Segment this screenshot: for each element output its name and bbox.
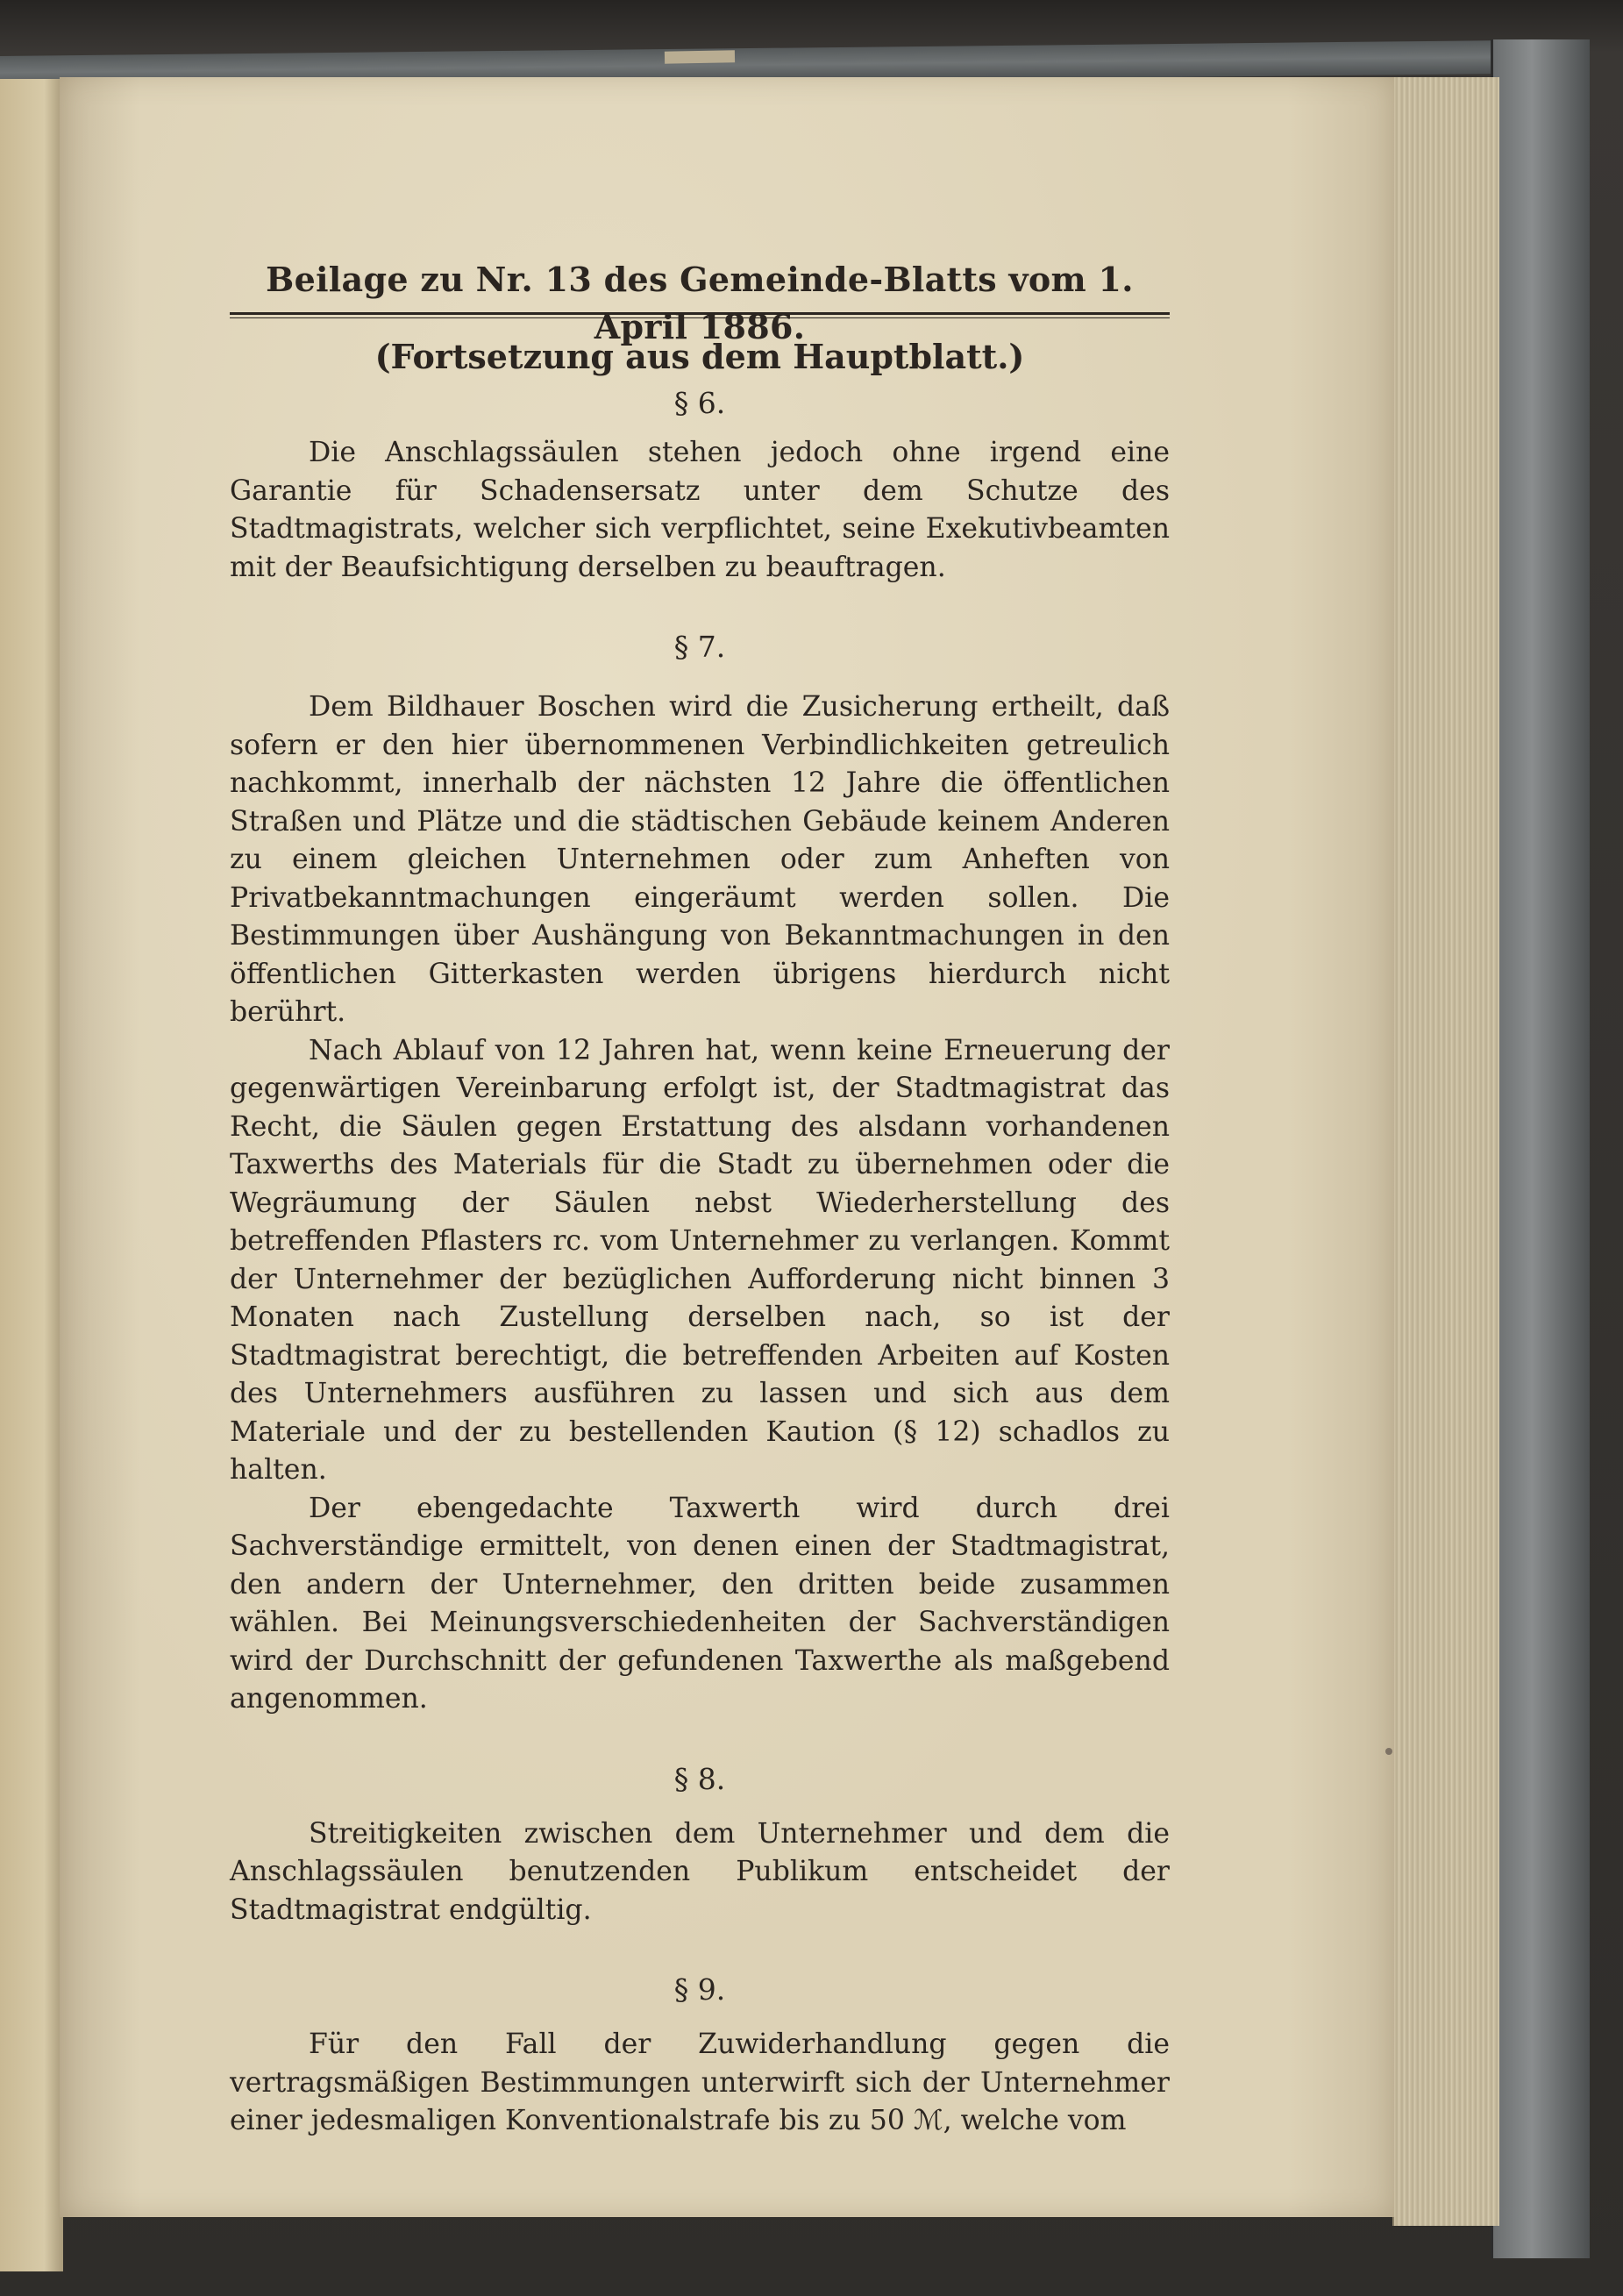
section-7-paragraph-1: Dem Bildhauer Boschen wird die Zusicherung ertheilt, daß sofern er den hier übernommenen Verbindlichkeiten getreulich nachkommt, innerhalb der nächsten 12 Jahre die öffentlichen Straßen und Plätze und die städtischen Gebäude keinem Anderen zu einem gleichen Unternehmen oder zum Anheften von Privatbekanntmachungen eingeräumt werden sollen. Die Bestimmungen über Aushängung von Bekanntmachungen in den öffentlichen Gitterkasten werden übrigens hierdurch nicht berührt.	[230, 691, 1170, 1028]
binding-tape	[665, 50, 735, 63]
section-heading-8: § 8.	[673, 1761, 726, 1796]
paper-speck	[1385, 1748, 1392, 1755]
page-header: Beilage zu Nr. 13 des Gemeinde-Blatts vom 1. April 1886.	[266, 260, 1134, 346]
continuation-subtitle: (Fortsetzung aus dem Hauptblatt.)	[374, 337, 1025, 376]
book-cover-right-edge	[1491, 39, 1590, 2258]
left-page-sliver	[0, 79, 63, 2271]
page-stack-edges	[1392, 77, 1499, 2226]
page-content	[230, 256, 1170, 2141]
section-7-paragraph-2: Nach Ablauf von 12 Jahren hat, wenn keine Erneuerung der gegenwärtigen Vereinbarung erfolgt ist, der Stadtmagistrat das Recht, die Säulen gegen Erstattung des alsdann vorhandenen Taxwerths des Materials für die Stadt zu übernehmen oder die Wegräumung der Säulen nebst Wiederherstellung des betreffenden Pflasters rc. vom Unternehmer zu verlangen. Kommt der Unternehmer der bezüglichen Aufforderung nicht binnen 3 Monaten nach Zustellung derselben nach, so ist der Stadtmagistrat berechtigt, die betreffenden Arbeiten auf Kosten des Unternehmers ausführen zu lassen und sich aus dem Materiale und der zu bestellenden Kaution (§ 12) schadlos zu halten.	[230, 1034, 1170, 1486]
section-7-paragraph-3: Der ebengedachte Taxwerth wird durch drei Sachverständige ermittelt, von denen einen der Stadtmagistrat, den andern der Unternehmer, den dritten beide zusammen wählen. Bei Meinungsverschiedenheiten der Sachverständigen wird der Durchschnitt der gefundenen Taxwerthe als maßgebend angenommen.	[230, 1492, 1170, 1715]
section-6-paragraph: Die Anschlagssäulen stehen jedoch ohne irgend eine Garantie für Schadensersatz unter dem Schutze des Stadtmagistrats, welcher sich verpflichtet, seine Exekutivbeamten mit der Beaufsichtigung derselben zu beauftragen.	[230, 437, 1170, 583]
section-9-paragraph: Für den Fall der Zuwiderhandlung gegen die vertragsmäßigen Bestimmungen unterwirft sich der Unternehmer einer jedesmaligen Konventionalstrafe bis zu 50 ℳ, welche vom	[230, 2029, 1170, 2136]
section-8-paragraph: Streitigkeiten zwischen dem Unternehmer und dem die Anschlagssäulen benutzenden Publikum entscheidet der Stadtmagistrat endgültig.	[230, 1817, 1170, 1926]
section-heading-7: § 7.	[673, 630, 726, 664]
section-heading-6: § 6.	[673, 386, 726, 420]
section-heading-9: § 9.	[673, 1972, 726, 2007]
